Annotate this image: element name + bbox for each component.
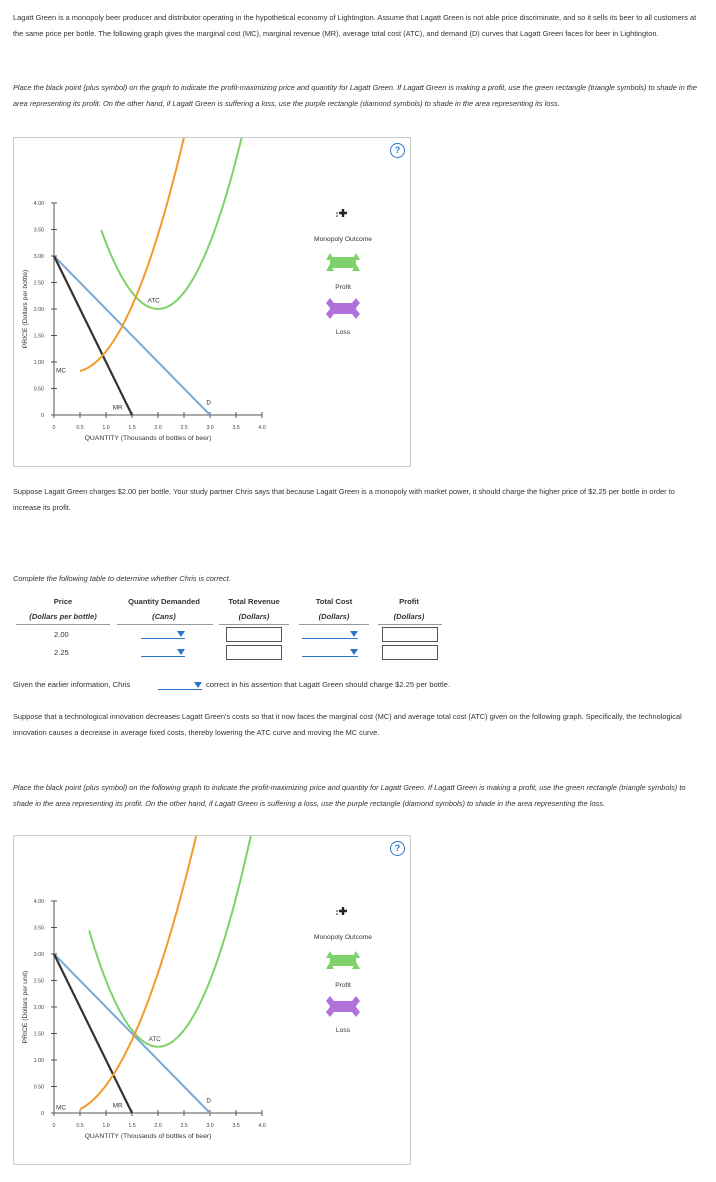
x-tick-label: 0.5 bbox=[76, 1123, 84, 1129]
graph-2[interactable] bbox=[14, 836, 410, 1164]
quantity-dropdown[interactable] bbox=[141, 629, 185, 639]
total-cost-dropdown[interactable] bbox=[302, 647, 358, 657]
mr-label: MR bbox=[112, 404, 123, 412]
mc-label: MC bbox=[56, 1104, 66, 1112]
mc-curve bbox=[80, 836, 226, 1109]
x-tick-label: 0 bbox=[52, 1123, 56, 1129]
subheader-profit: (Dollars) bbox=[393, 612, 425, 621]
header-price: Price bbox=[53, 597, 73, 606]
table-intro-text: Complete the following table to determine whether Chris is correct. bbox=[13, 574, 231, 583]
mc-label: MC bbox=[56, 367, 66, 375]
graph-panel-1 bbox=[13, 137, 411, 467]
y-tick-label: 0.50 bbox=[33, 1084, 44, 1091]
x-tick-label: 2.0 bbox=[154, 425, 162, 431]
total-revenue-input[interactable] bbox=[226, 627, 282, 642]
mr-label: MR bbox=[112, 1102, 123, 1110]
chevron-down-icon bbox=[350, 631, 358, 637]
loss-rectangle-icon[interactable] bbox=[330, 1001, 356, 1012]
chevron-down-icon bbox=[194, 682, 202, 688]
triangle-icon bbox=[326, 253, 334, 260]
loss-rectangle-icon[interactable] bbox=[330, 303, 356, 314]
y-tick-label: 0 bbox=[41, 413, 44, 419]
atc-label: ATC bbox=[148, 1035, 161, 1043]
scenario-paragraph: Suppose Lagatt Green charges $2.00 per bottle. Your study partner Chris says that because Lagatt Green is a monopoly with market power, it should charge the higher price of $2.25 per bottle in order to increase its profit. bbox=[13, 487, 675, 512]
x-tick-label: 0.5 bbox=[76, 425, 84, 431]
legend-outcome-label: Monopoly Outcome bbox=[314, 236, 372, 243]
x-tick-label: 0 bbox=[52, 425, 56, 431]
triangle-icon bbox=[352, 253, 360, 260]
profit-input[interactable] bbox=[382, 645, 438, 660]
header-rule bbox=[219, 624, 289, 625]
help-icon[interactable]: ? bbox=[390, 143, 405, 158]
header-rule bbox=[117, 624, 213, 625]
triangle-icon bbox=[326, 951, 334, 958]
x-axis-label: QUANTITY (Thousands of bottles of beer) bbox=[84, 435, 212, 442]
profit-rectangle-icon[interactable] bbox=[330, 257, 356, 268]
d-label: D bbox=[206, 1097, 211, 1105]
help-icon[interactable]: ? bbox=[390, 841, 405, 856]
x-tick-label: 1.0 bbox=[102, 1123, 110, 1129]
y-tick-label: 1.50 bbox=[33, 333, 44, 340]
y-tick-label: 1.00 bbox=[33, 360, 44, 366]
x-tick-label: 2.5 bbox=[180, 1123, 188, 1129]
legend-profit-label: Profit bbox=[335, 284, 351, 291]
total-revenue-input[interactable] bbox=[226, 645, 282, 660]
y-tick-label: 2.00 bbox=[33, 307, 44, 313]
y-tick-label: 2.00 bbox=[33, 1005, 44, 1011]
profit-rectangle-icon[interactable] bbox=[330, 955, 356, 966]
subheader-quantity: (Cans) bbox=[152, 612, 176, 621]
header-quantity: Quantity Demanded bbox=[128, 597, 200, 606]
row-price: 2.25 bbox=[54, 648, 69, 657]
header-rule bbox=[378, 624, 442, 625]
subheader-price: (Dollars per bottle) bbox=[29, 612, 97, 621]
y-tick-label: 3.50 bbox=[33, 227, 44, 234]
y-tick-label: 1.00 bbox=[33, 1058, 44, 1064]
dot-icon bbox=[336, 910, 338, 912]
instruction-text-2: Place the black point (plus symbol) on the following graph to indicate the profit-maximizing price and quantity for Lagatt Green. If Lagatt Green is making a profit, use the green rectangle (triangle symbols) to shade in the area representing its profit. On the other hand, if Lagatt Green is suffering a loss, use the purple rectangle (diamond symbols) to shade in the area representing the loss. bbox=[13, 783, 686, 808]
mc-curve bbox=[80, 138, 226, 371]
atc-label: ATC bbox=[147, 297, 160, 305]
x-tick-label: 2.5 bbox=[180, 425, 188, 431]
chevron-down-icon bbox=[177, 631, 185, 637]
y-tick-label: 4.00 bbox=[33, 899, 44, 905]
y-tick-label: 0.50 bbox=[33, 386, 44, 393]
x-axis-label: QUANTITY (Thousands of bottles of beer) bbox=[84, 1133, 212, 1140]
chris-correct-dropdown[interactable] bbox=[158, 680, 202, 690]
dot-icon bbox=[336, 215, 338, 217]
triangle-icon bbox=[352, 951, 360, 958]
header-cost: Total Cost bbox=[315, 597, 353, 606]
legend-outcome-label: Monopoly Outcome bbox=[314, 934, 372, 941]
legend-loss-label: Loss bbox=[335, 1027, 351, 1034]
conclusion-before: Given the earlier information, Chris bbox=[13, 680, 131, 689]
mr-curve bbox=[54, 256, 132, 415]
y-tick-label: 0 bbox=[41, 1111, 44, 1117]
y-axis-label: PRICE (Dollars per bottle) bbox=[22, 269, 29, 349]
instruction-text: Place the black point (plus symbol) on the graph to indicate the profit-maximizing price and quantity for Lagatt Green. If Lagatt Green is making a profit, use the green rectangle (triangle symbols) to shade in the area representing its profit. On the other hand, if Lagatt Green is suffering a loss, use the purple rectangle (diamond symbols) to shade in the area representing its loss. bbox=[13, 83, 698, 108]
dot-icon bbox=[336, 212, 338, 214]
x-tick-label: 4.0 bbox=[258, 1123, 266, 1129]
plus-icon[interactable] bbox=[339, 907, 347, 915]
x-tick-label: 3.0 bbox=[206, 425, 214, 431]
header-profit: Profit bbox=[399, 597, 419, 606]
dot-icon bbox=[336, 913, 338, 915]
conclusion-after: correct in his assertion that Lagatt Green should charge $2.25 per bottle. bbox=[206, 680, 450, 689]
graph-1[interactable] bbox=[14, 138, 410, 466]
quantity-dropdown[interactable] bbox=[141, 647, 185, 657]
profit-input[interactable] bbox=[382, 627, 438, 642]
y-tick-label: 3.00 bbox=[33, 254, 44, 260]
total-cost-dropdown[interactable] bbox=[302, 629, 358, 639]
innovation-paragraph: Suppose that a technological innovation decreases Lagatt Green's costs so that it now faces the marginal cost (MC) and average total cost (ATC) given on the following graph. Specifically, the technological innovation causes a decrease in average fixed costs, thereby lowering the ATC curve and moving the MC curve. bbox=[13, 712, 682, 737]
x-tick-label: 1.0 bbox=[102, 425, 110, 431]
x-tick-label: 4.0 bbox=[258, 425, 266, 431]
x-tick-label: 1.5 bbox=[128, 1123, 136, 1129]
subheader-cost: (Dollars) bbox=[318, 612, 350, 621]
table-intro bbox=[13, 571, 703, 587]
instruction-paragraph-2 bbox=[13, 780, 703, 812]
y-tick-label: 3.00 bbox=[33, 952, 44, 958]
y-tick-label: 2.50 bbox=[33, 280, 44, 287]
x-tick-label: 3.0 bbox=[206, 1123, 214, 1129]
demand-curve bbox=[54, 954, 210, 1113]
y-tick-label: 3.50 bbox=[33, 925, 44, 932]
d-label: D bbox=[206, 399, 211, 407]
y-tick-label: 4.00 bbox=[33, 201, 44, 207]
header-revenue: Total Revenue bbox=[228, 597, 280, 606]
mr-curve bbox=[54, 954, 132, 1113]
y-tick-label: 2.50 bbox=[33, 978, 44, 985]
x-tick-label: 1.5 bbox=[128, 425, 136, 431]
x-tick-label: 2.0 bbox=[154, 1123, 162, 1129]
y-axis-label: PRICE (Dollars per unit) bbox=[22, 970, 29, 1044]
subheader-revenue: (Dollars) bbox=[238, 612, 270, 621]
header-rule bbox=[299, 624, 369, 625]
plus-icon[interactable] bbox=[339, 209, 347, 217]
x-tick-label: 3.5 bbox=[232, 425, 240, 431]
y-tick-label: 1.50 bbox=[33, 1031, 44, 1038]
graph-panel-2 bbox=[13, 835, 411, 1165]
x-tick-label: 3.5 bbox=[232, 1123, 240, 1129]
chevron-down-icon bbox=[177, 649, 185, 655]
intro-paragraph: Lagatt Green is a monopoly beer producer and distributor operating in the hypothetical economy of Lightington. Assume that Lagatt Green is not able price discriminate, and so it sells its beer to all customers at the same price per bottle. The following graph gives the marginal cost (MC), marginal revenue (MR), average total cost (ATC), and demand (D) curves that Lagatt Green faces for beer in Lightington. bbox=[13, 13, 697, 38]
header-rule bbox=[16, 624, 110, 625]
chevron-down-icon bbox=[350, 649, 358, 655]
legend-loss-label: Loss bbox=[335, 329, 351, 336]
instruction-paragraph bbox=[13, 80, 703, 112]
atc-curve bbox=[101, 138, 262, 309]
demand-curve bbox=[54, 256, 210, 415]
row-price: 2.00 bbox=[54, 630, 69, 639]
legend-profit-label: Profit bbox=[335, 982, 351, 989]
